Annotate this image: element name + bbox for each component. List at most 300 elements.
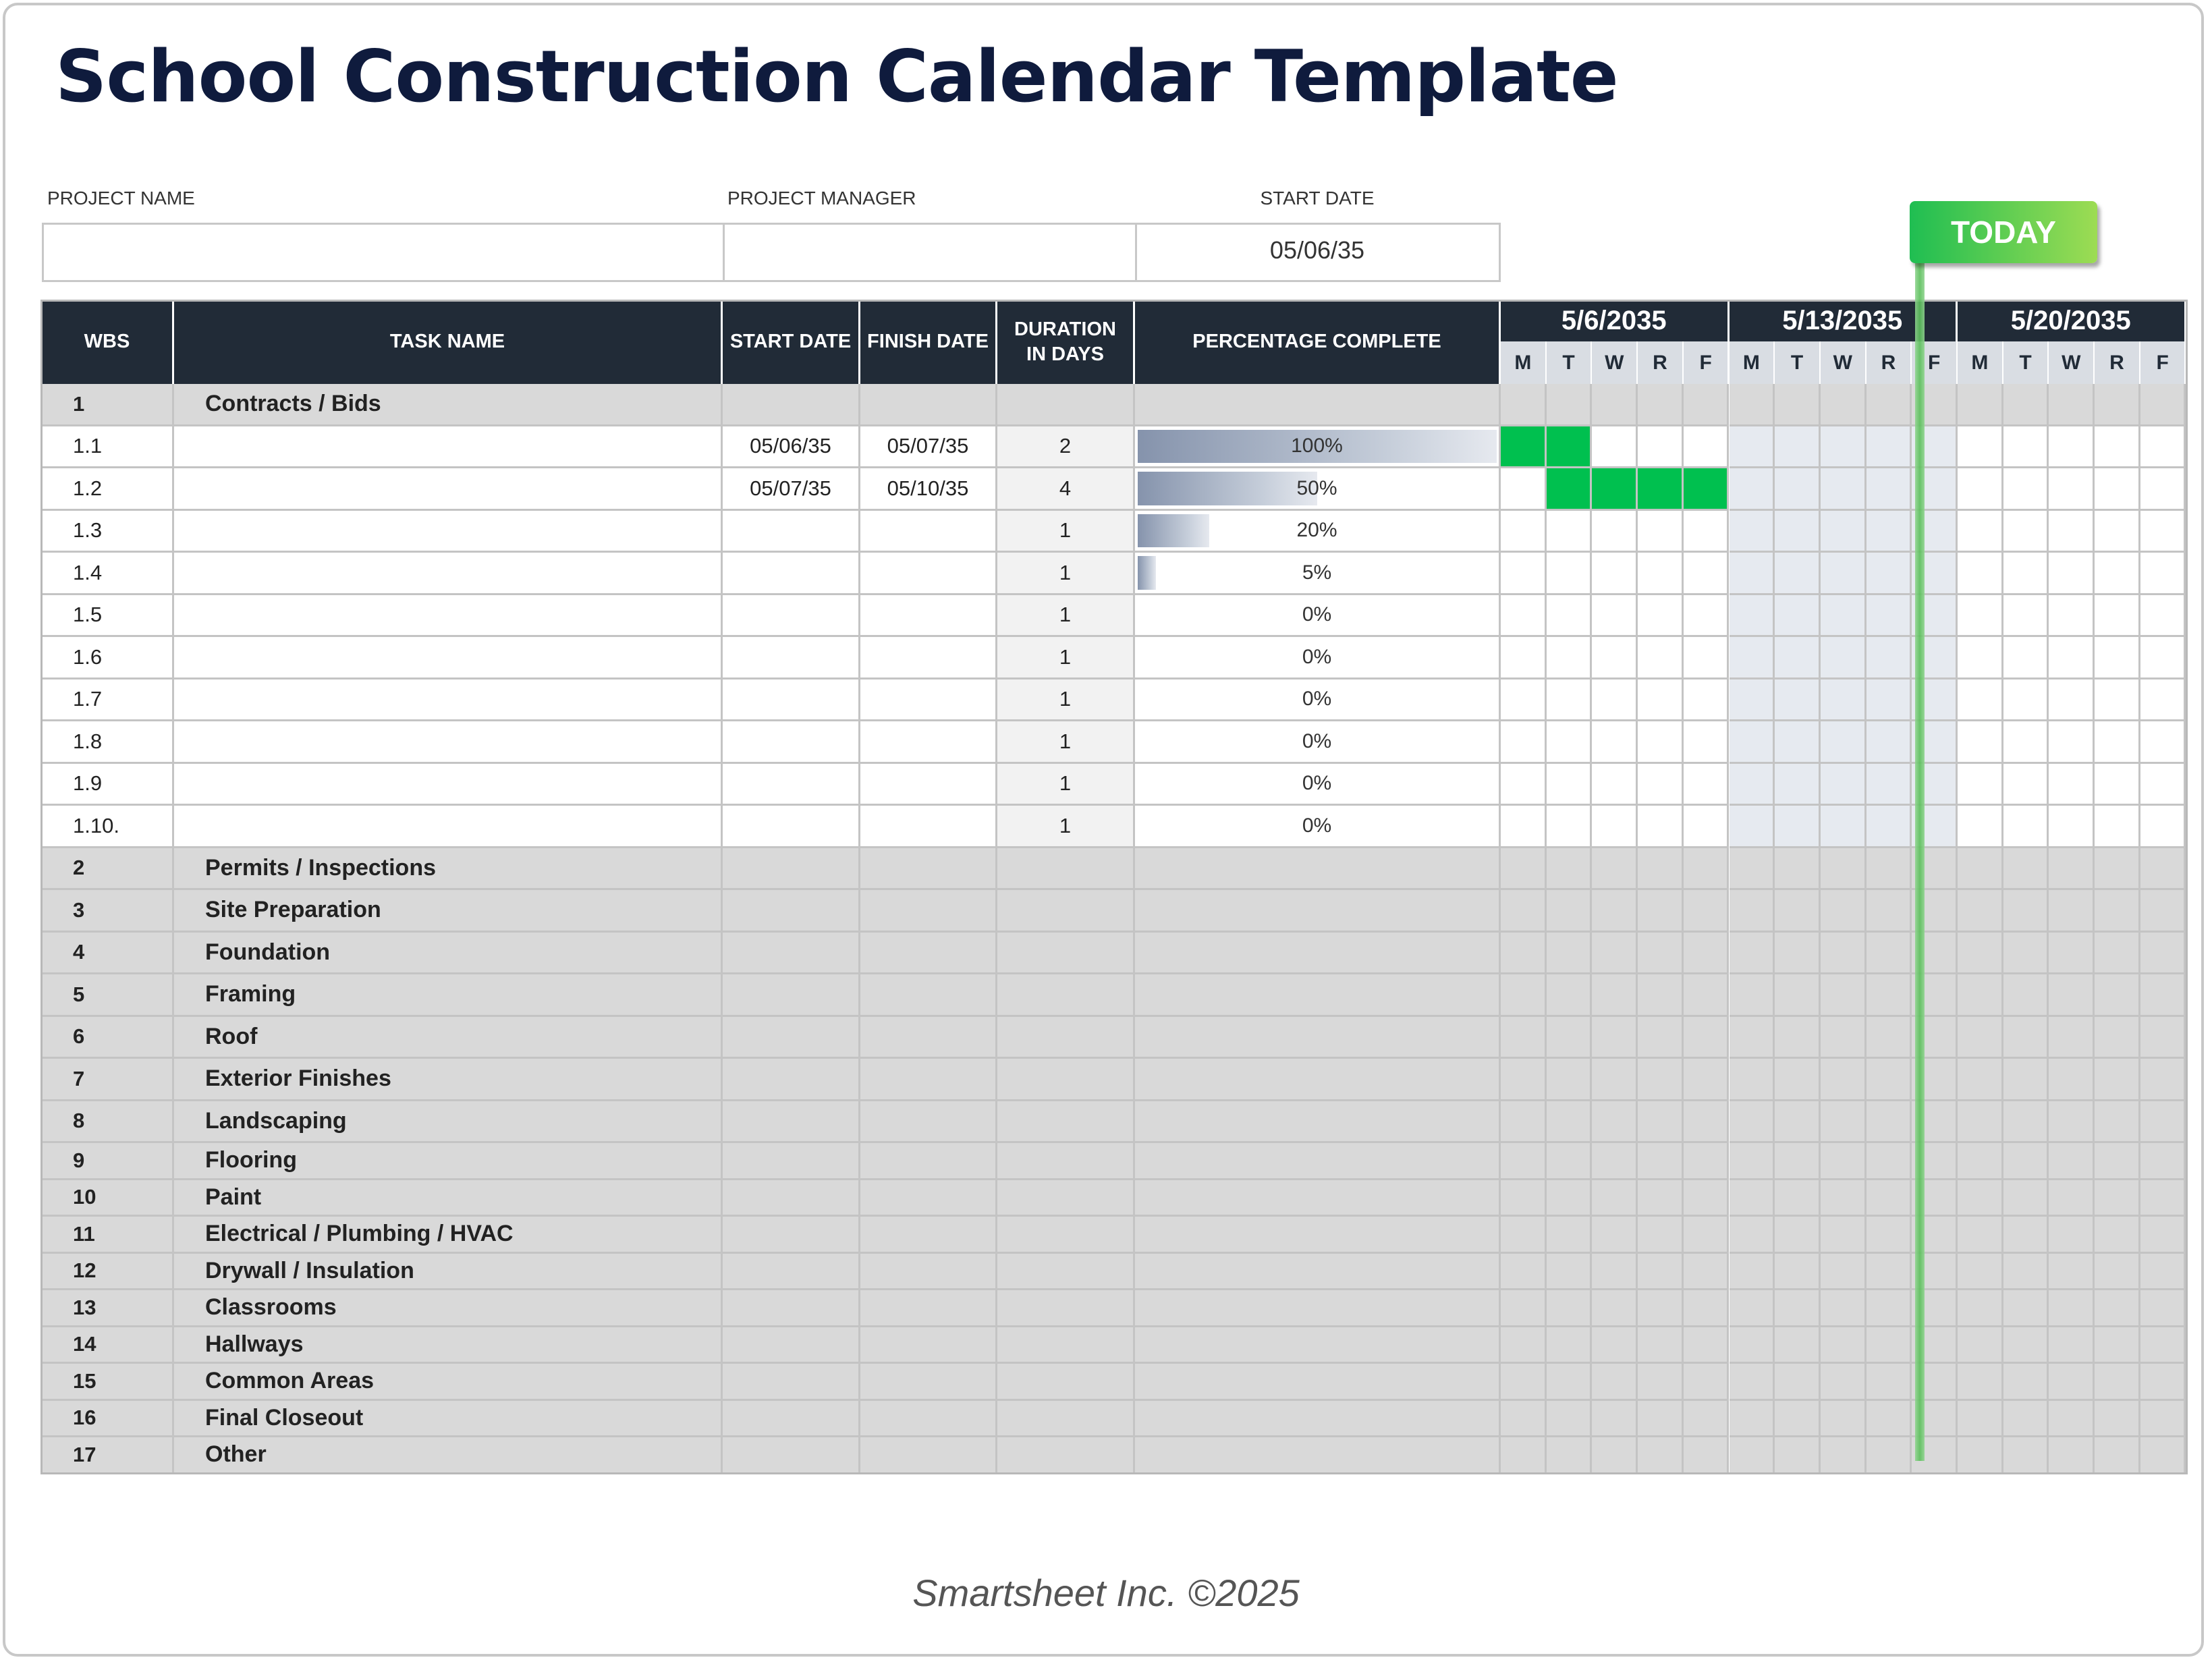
gantt-day-cell bbox=[1501, 1217, 1547, 1254]
gantt-day-cell[interactable] bbox=[1501, 511, 1547, 553]
gantt-day-cell[interactable] bbox=[2049, 637, 2095, 680]
gantt-day-cell[interactable] bbox=[1592, 637, 1638, 680]
gantt-day-cell[interactable] bbox=[2095, 553, 2140, 595]
project-name-field[interactable] bbox=[42, 223, 725, 282]
gantt-day-cell bbox=[2140, 1290, 2186, 1327]
gantt-day-cell[interactable] bbox=[2140, 764, 2186, 806]
gantt-day-cell[interactable] bbox=[2003, 595, 2049, 638]
task-name-cell: Drywall / Insulation bbox=[174, 1254, 723, 1291]
gantt-day-cell[interactable] bbox=[1730, 468, 1775, 511]
gantt-day-cell bbox=[1775, 1327, 1821, 1364]
finish-date-cell bbox=[860, 890, 997, 933]
gantt-day-cell[interactable] bbox=[1592, 426, 1638, 469]
gantt-day-cell bbox=[1547, 1143, 1593, 1180]
percent-complete-cell[interactable] bbox=[1135, 595, 1501, 638]
gantt-day-cell[interactable] bbox=[2095, 806, 2140, 848]
finish-date-cell[interactable] bbox=[860, 553, 997, 595]
gantt-day-cell bbox=[1958, 1059, 2003, 1101]
gantt-day-cell bbox=[1638, 1059, 1684, 1101]
gantt-day-cell[interactable] bbox=[1684, 680, 1730, 722]
gantt-day-cell bbox=[1958, 1101, 2003, 1144]
gantt-day-cell bbox=[1958, 1437, 2003, 1474]
finish-date-cell[interactable] bbox=[860, 806, 997, 848]
percent-complete-cell[interactable] bbox=[1135, 553, 1501, 595]
finish-date-cell[interactable] bbox=[860, 595, 997, 638]
gantt-day-cell[interactable] bbox=[1867, 468, 1912, 511]
percent-complete-cell[interactable] bbox=[1135, 721, 1501, 764]
gantt-day-cell[interactable] bbox=[1684, 553, 1730, 595]
gantt-day-cell[interactable] bbox=[1821, 553, 1867, 595]
day-header: W bbox=[1592, 341, 1638, 384]
gantt-day-cell bbox=[2095, 1364, 2140, 1401]
gantt-day-cell[interactable] bbox=[1592, 764, 1638, 806]
duration-cell[interactable]: 1 bbox=[997, 680, 1135, 722]
gantt-day-cell[interactable] bbox=[2095, 468, 2140, 511]
gantt-day-cell[interactable] bbox=[1638, 553, 1684, 595]
duration-cell[interactable]: 1 bbox=[997, 595, 1135, 638]
gantt-day-cell[interactable] bbox=[1821, 511, 1867, 553]
gantt-day-cell[interactable] bbox=[1867, 637, 1912, 680]
gantt-day-cell bbox=[1684, 933, 1730, 975]
gantt-day-cell[interactable] bbox=[1638, 680, 1684, 722]
finish-date-cell[interactable] bbox=[860, 764, 997, 806]
gantt-day-cell[interactable] bbox=[1684, 764, 1730, 806]
duration-cell bbox=[997, 1254, 1135, 1291]
gantt-day-cell bbox=[1775, 1401, 1821, 1438]
gantt-day-cell[interactable] bbox=[1547, 806, 1593, 848]
gantt-day-cell bbox=[1867, 890, 1912, 933]
gantt-day-cell[interactable] bbox=[1867, 806, 1912, 848]
gantt-day-cell[interactable] bbox=[1684, 511, 1730, 553]
gantt-day-cell[interactable] bbox=[2095, 637, 2140, 680]
task-name-cell: Roof bbox=[174, 1017, 723, 1059]
gantt-day-cell bbox=[1958, 1217, 2003, 1254]
gantt-day-cell bbox=[1775, 1217, 1821, 1254]
gantt-day-cell bbox=[1821, 384, 1867, 426]
gantt-day-cell bbox=[2049, 848, 2095, 891]
gantt-day-cell[interactable] bbox=[2095, 426, 2140, 469]
percent-complete-cell[interactable] bbox=[1135, 806, 1501, 848]
gantt-day-cell[interactable] bbox=[1958, 468, 2003, 511]
gantt-day-cell[interactable] bbox=[1775, 806, 1821, 848]
gantt-day-cell[interactable] bbox=[2140, 468, 2186, 511]
finish-date-cell[interactable] bbox=[860, 721, 997, 764]
gantt-day-cell bbox=[1821, 1290, 1867, 1327]
gantt-day-cell[interactable] bbox=[2140, 595, 2186, 638]
percent-complete-cell[interactable] bbox=[1135, 764, 1501, 806]
finish-date-cell[interactable]: 05/10/35 bbox=[860, 468, 997, 511]
gantt-day-cell bbox=[1592, 1143, 1638, 1180]
start-date-label: START DATE bbox=[1260, 188, 1375, 209]
gantt-day-cell bbox=[1684, 1401, 1730, 1438]
task-name-cell[interactable] bbox=[174, 468, 723, 511]
task-name-cell[interactable] bbox=[174, 680, 723, 722]
start-date-cell[interactable] bbox=[723, 511, 860, 553]
gantt-day-cell bbox=[2140, 1254, 2186, 1291]
gantt-day-cell[interactable] bbox=[1730, 511, 1775, 553]
gantt-day-cell[interactable] bbox=[2049, 426, 2095, 469]
percent-complete-text: 0% bbox=[1302, 603, 1332, 626]
gantt-day-cell[interactable] bbox=[1547, 595, 1593, 638]
gantt-day-cell[interactable] bbox=[1638, 721, 1684, 764]
gantt-day-cell[interactable] bbox=[1638, 468, 1684, 511]
gantt-day-cell bbox=[1592, 1180, 1638, 1217]
task-name-cell[interactable] bbox=[174, 595, 723, 638]
day-header: M bbox=[1958, 341, 2003, 384]
gantt-day-cell[interactable] bbox=[1775, 511, 1821, 553]
project-name-label: PROJECT NAME bbox=[47, 188, 195, 209]
task-name-cell[interactable] bbox=[174, 553, 723, 595]
gantt-day-cell[interactable] bbox=[1501, 637, 1547, 680]
gantt-day-cell[interactable] bbox=[1867, 680, 1912, 722]
gantt-day-cell bbox=[1958, 1254, 2003, 1291]
day-header: W bbox=[1821, 341, 1867, 384]
gantt-day-cell bbox=[2003, 1254, 2049, 1291]
gantt-day-cell[interactable] bbox=[1958, 637, 2003, 680]
gantt-day-cell[interactable] bbox=[2049, 721, 2095, 764]
gantt-day-cell bbox=[1501, 1254, 1547, 1291]
gantt-day-cell[interactable] bbox=[1592, 721, 1638, 764]
gantt-day-cell[interactable] bbox=[1775, 721, 1821, 764]
gantt-day-cell[interactable] bbox=[2003, 721, 2049, 764]
gantt-day-cell bbox=[1958, 1017, 2003, 1059]
percent-complete-cell[interactable] bbox=[1135, 680, 1501, 722]
gantt-day-cell[interactable] bbox=[2140, 426, 2186, 469]
gantt-day-cell[interactable] bbox=[1592, 595, 1638, 638]
gantt-day-cell bbox=[2049, 1401, 2095, 1438]
gantt-day-cell bbox=[1958, 1290, 2003, 1327]
finish-date-cell[interactable] bbox=[860, 680, 997, 722]
gantt-day-cell[interactable] bbox=[2095, 595, 2140, 638]
percent-complete-cell[interactable] bbox=[1135, 637, 1501, 680]
task-name-cell[interactable] bbox=[174, 426, 723, 469]
finish-date-cell bbox=[860, 1290, 997, 1327]
gantt-day-cell[interactable] bbox=[2140, 553, 2186, 595]
gantt-day-cell bbox=[1821, 1327, 1867, 1364]
gantt-day-cell[interactable] bbox=[1821, 426, 1867, 469]
gantt-day-cell bbox=[1775, 1059, 1821, 1101]
gantt-day-cell bbox=[1547, 384, 1593, 426]
task-name-cell[interactable] bbox=[174, 764, 723, 806]
week-header: 5/13/2035 bbox=[1730, 300, 1958, 341]
start-date-cell[interactable] bbox=[723, 721, 860, 764]
gantt-day-cell[interactable] bbox=[1821, 637, 1867, 680]
gantt-day-cell bbox=[1638, 1254, 1684, 1291]
gantt-day-cell[interactable] bbox=[1867, 511, 1912, 553]
gantt-day-cell[interactable] bbox=[1958, 806, 2003, 848]
start-date-cell bbox=[723, 933, 860, 975]
gantt-day-cell[interactable] bbox=[1821, 468, 1867, 511]
gantt-day-cell[interactable] bbox=[1775, 595, 1821, 638]
task-name-cell: Electrical / Plumbing / HVAC bbox=[174, 1217, 723, 1254]
gantt-day-cell bbox=[1730, 1017, 1775, 1059]
gantt-day-cell[interactable] bbox=[1775, 637, 1821, 680]
gantt-day-cell[interactable] bbox=[1547, 426, 1593, 469]
gantt-day-cell[interactable] bbox=[1547, 511, 1593, 553]
gantt-day-cell bbox=[1821, 1143, 1867, 1180]
task-name-cell: Contracts / Bids bbox=[174, 384, 723, 426]
gantt-day-cell bbox=[1501, 1017, 1547, 1059]
gantt-day-cell[interactable] bbox=[1958, 511, 2003, 553]
gantt-day-cell[interactable] bbox=[2140, 637, 2186, 680]
gantt-day-cell bbox=[1501, 1059, 1547, 1101]
gantt-day-cell[interactable] bbox=[1730, 721, 1775, 764]
finish-date-cell bbox=[860, 1180, 997, 1217]
gantt-day-cell[interactable] bbox=[2049, 511, 2095, 553]
gantt-day-cell[interactable] bbox=[1821, 806, 1867, 848]
gantt-day-cell[interactable] bbox=[2095, 764, 2140, 806]
gantt-day-cell[interactable] bbox=[1775, 764, 1821, 806]
gantt-day-cell[interactable] bbox=[1821, 595, 1867, 638]
start-date-cell[interactable]: 05/06/35 bbox=[723, 426, 860, 469]
gantt-day-cell[interactable] bbox=[2003, 468, 2049, 511]
gantt-day-cell bbox=[2140, 384, 2186, 426]
duration-cell bbox=[997, 1059, 1135, 1101]
task-name-cell: Exterior Finishes bbox=[174, 1059, 723, 1101]
gantt-day-cell bbox=[1638, 1364, 1684, 1401]
gantt-day-cell bbox=[2140, 1401, 2186, 1438]
duration-cell[interactable]: 1 bbox=[997, 721, 1135, 764]
gantt-day-cell[interactable] bbox=[1501, 680, 1547, 722]
gantt-day-cell bbox=[1638, 1290, 1684, 1327]
gantt-day-cell bbox=[1684, 1290, 1730, 1327]
gantt-day-cell[interactable] bbox=[1684, 426, 1730, 469]
gantt-day-cell[interactable] bbox=[1775, 553, 1821, 595]
day-header: R bbox=[1867, 341, 1912, 384]
gantt-day-cell[interactable] bbox=[1501, 764, 1547, 806]
finish-date-cell bbox=[860, 1364, 997, 1401]
finish-date-cell[interactable]: 05/07/35 bbox=[860, 426, 997, 469]
gantt-day-cell[interactable] bbox=[1547, 468, 1593, 511]
gantt-day-cell[interactable] bbox=[1867, 553, 1912, 595]
gantt-day-cell[interactable] bbox=[1867, 721, 1912, 764]
gantt-day-cell bbox=[1684, 1059, 1730, 1101]
gantt-day-cell bbox=[2049, 933, 2095, 975]
gantt-day-cell bbox=[2095, 848, 2140, 891]
gantt-day-cell[interactable] bbox=[2140, 721, 2186, 764]
gantt-day-cell bbox=[1775, 890, 1821, 933]
gantt-day-cell bbox=[2140, 1217, 2186, 1254]
gantt-day-cell bbox=[1775, 974, 1821, 1017]
gantt-day-cell bbox=[1775, 1290, 1821, 1327]
gantt-day-cell[interactable] bbox=[2003, 511, 2049, 553]
gantt-day-cell[interactable] bbox=[2003, 426, 2049, 469]
gantt-day-cell bbox=[2049, 1290, 2095, 1327]
gantt-day-cell[interactable] bbox=[1501, 721, 1547, 764]
finish-date-cell bbox=[860, 1101, 997, 1144]
gantt-day-cell[interactable] bbox=[1592, 553, 1638, 595]
gantt-day-cell bbox=[1501, 1437, 1547, 1474]
gantt-day-cell[interactable] bbox=[1821, 680, 1867, 722]
gantt-day-cell bbox=[1638, 1327, 1684, 1364]
gantt-day-cell[interactable] bbox=[2049, 806, 2095, 848]
gantt-day-cell[interactable] bbox=[1592, 806, 1638, 848]
gantt-day-cell bbox=[1730, 1254, 1775, 1291]
percent-complete-cell[interactable] bbox=[1135, 426, 1501, 469]
start-date-cell[interactable] bbox=[723, 595, 860, 638]
gantt-day-cell[interactable] bbox=[2095, 680, 2140, 722]
gantt-day-cell[interactable] bbox=[1821, 721, 1867, 764]
gantt-day-cell bbox=[1547, 1180, 1593, 1217]
start-date-cell[interactable] bbox=[723, 680, 860, 722]
gantt-day-cell bbox=[1730, 1437, 1775, 1474]
start-date-cell[interactable] bbox=[723, 553, 860, 595]
gantt-day-cell[interactable] bbox=[1867, 764, 1912, 806]
gantt-day-cell[interactable] bbox=[1638, 806, 1684, 848]
gantt-day-cell[interactable] bbox=[1775, 468, 1821, 511]
gantt-day-cell bbox=[1501, 384, 1547, 426]
gantt-day-cell[interactable] bbox=[1958, 680, 2003, 722]
gantt-day-cell[interactable] bbox=[1867, 595, 1912, 638]
percent-complete-cell[interactable] bbox=[1135, 468, 1501, 511]
duration-cell[interactable]: 1 bbox=[997, 553, 1135, 595]
duration-cell[interactable]: 1 bbox=[997, 511, 1135, 553]
task-name-cell[interactable] bbox=[174, 806, 723, 848]
gantt-day-cell bbox=[1547, 933, 1593, 975]
gantt-day-cell bbox=[1730, 848, 1775, 891]
duration-cell[interactable]: 1 bbox=[997, 806, 1135, 848]
start-date-cell[interactable] bbox=[723, 764, 860, 806]
gantt-day-cell[interactable] bbox=[1684, 637, 1730, 680]
percent-complete-text: 0% bbox=[1302, 814, 1332, 837]
gantt-day-cell[interactable] bbox=[2140, 511, 2186, 553]
gantt-day-cell[interactable] bbox=[1592, 511, 1638, 553]
gantt-day-cell[interactable] bbox=[1821, 764, 1867, 806]
gantt-day-cell[interactable] bbox=[1867, 426, 1912, 469]
gantt-day-cell bbox=[1501, 1327, 1547, 1364]
gantt-day-cell bbox=[2049, 1364, 2095, 1401]
duration-cell[interactable]: 1 bbox=[997, 764, 1135, 806]
gantt-day-cell bbox=[1592, 1437, 1638, 1474]
gantt-day-cell[interactable] bbox=[1730, 426, 1775, 469]
gantt-day-cell[interactable] bbox=[1730, 764, 1775, 806]
gantt-day-cell[interactable] bbox=[1501, 553, 1547, 595]
gantt-day-cell[interactable] bbox=[1547, 680, 1593, 722]
gantt-day-cell[interactable] bbox=[1730, 553, 1775, 595]
finish-date-cell bbox=[860, 1437, 997, 1474]
gantt-day-cell[interactable] bbox=[1684, 806, 1730, 848]
day-header: R bbox=[2095, 341, 2140, 384]
gantt-day-cell[interactable] bbox=[1638, 511, 1684, 553]
duration-cell[interactable]: 2 bbox=[997, 426, 1135, 469]
duration-cell[interactable]: 1 bbox=[997, 637, 1135, 680]
gantt-day-cell[interactable] bbox=[1547, 637, 1593, 680]
start-date-cell[interactable] bbox=[723, 637, 860, 680]
gantt-day-cell[interactable] bbox=[2049, 764, 2095, 806]
start-date-cell bbox=[723, 384, 860, 426]
gantt-day-cell[interactable] bbox=[1501, 595, 1547, 638]
gantt-day-cell[interactable] bbox=[2049, 680, 2095, 722]
gantt-day-cell[interactable] bbox=[1730, 595, 1775, 638]
percent-complete-cell[interactable] bbox=[1135, 511, 1501, 553]
wbs-cell: 3 bbox=[42, 890, 174, 933]
gantt-day-cell[interactable] bbox=[2003, 806, 2049, 848]
gantt-day-cell[interactable] bbox=[1775, 426, 1821, 469]
finish-date-cell[interactable] bbox=[860, 637, 997, 680]
gantt-day-cell bbox=[2003, 1217, 2049, 1254]
wbs-cell: 1.3 bbox=[42, 511, 174, 553]
gantt-day-cell[interactable] bbox=[1730, 680, 1775, 722]
start-date-cell bbox=[723, 1437, 860, 1474]
task-name-cell: Hallways bbox=[174, 1327, 723, 1364]
task-name-cell[interactable] bbox=[174, 511, 723, 553]
gantt-day-cell[interactable] bbox=[1684, 721, 1730, 764]
gantt-day-cell[interactable] bbox=[1730, 637, 1775, 680]
gantt-day-cell[interactable] bbox=[1547, 721, 1593, 764]
gantt-day-cell bbox=[1501, 1364, 1547, 1401]
gantt-day-cell[interactable] bbox=[2003, 637, 2049, 680]
column-header-finish-date: FINISH DATE bbox=[860, 300, 997, 384]
gantt-day-cell[interactable] bbox=[1684, 468, 1730, 511]
percent-complete-cell bbox=[1135, 974, 1501, 1017]
task-name-cell[interactable] bbox=[174, 637, 723, 680]
gantt-day-cell bbox=[1958, 1143, 2003, 1180]
gantt-day-cell[interactable] bbox=[2095, 511, 2140, 553]
finish-date-cell[interactable] bbox=[860, 511, 997, 553]
start-date-cell[interactable] bbox=[723, 806, 860, 848]
percent-complete-text: 5% bbox=[1302, 561, 1332, 584]
gantt-day-cell[interactable] bbox=[2140, 806, 2186, 848]
gantt-day-cell[interactable] bbox=[1958, 426, 2003, 469]
gantt-day-cell bbox=[2095, 1401, 2140, 1438]
finish-date-cell bbox=[860, 933, 997, 975]
gantt-day-cell[interactable] bbox=[1958, 595, 2003, 638]
duration-cell[interactable]: 4 bbox=[997, 468, 1135, 511]
gantt-day-cell[interactable] bbox=[2140, 680, 2186, 722]
duration-cell bbox=[997, 890, 1135, 933]
gantt-day-cell[interactable] bbox=[1638, 637, 1684, 680]
gantt-day-cell bbox=[2095, 890, 2140, 933]
gantt-day-cell bbox=[1730, 1180, 1775, 1217]
gantt-day-cell[interactable] bbox=[1501, 806, 1547, 848]
gantt-day-cell bbox=[1730, 1401, 1775, 1438]
gantt-day-cell[interactable] bbox=[1547, 553, 1593, 595]
gantt-day-cell[interactable] bbox=[1592, 680, 1638, 722]
gantt-day-cell[interactable] bbox=[1684, 595, 1730, 638]
gantt-day-cell[interactable] bbox=[1501, 468, 1547, 511]
gantt-day-cell[interactable] bbox=[1638, 595, 1684, 638]
gantt-day-cell bbox=[1501, 1180, 1547, 1217]
gantt-day-cell[interactable] bbox=[1730, 806, 1775, 848]
percent-complete-text: 0% bbox=[1302, 729, 1332, 752]
gantt-day-cell[interactable] bbox=[1592, 468, 1638, 511]
gantt-day-cell[interactable] bbox=[1638, 426, 1684, 469]
gantt-day-cell[interactable] bbox=[2049, 553, 2095, 595]
gantt-day-cell[interactable] bbox=[2049, 468, 2095, 511]
gantt-day-cell[interactable] bbox=[1501, 426, 1547, 469]
gantt-day-cell bbox=[2003, 1180, 2049, 1217]
gantt-day-cell bbox=[2049, 1017, 2095, 1059]
task-name-cell: Foundation bbox=[174, 933, 723, 975]
project-manager-field[interactable] bbox=[723, 223, 1138, 282]
gantt-day-cell[interactable] bbox=[1638, 764, 1684, 806]
gantt-day-cell bbox=[1730, 384, 1775, 426]
wbs-cell: 1.6 bbox=[42, 637, 174, 680]
gantt-day-cell[interactable] bbox=[2003, 764, 2049, 806]
gantt-day-cell[interactable] bbox=[1958, 553, 2003, 595]
gantt-day-cell[interactable] bbox=[1775, 680, 1821, 722]
task-name-cell: Other bbox=[174, 1437, 723, 1474]
gantt-day-cell[interactable] bbox=[2003, 553, 2049, 595]
start-date-cell[interactable]: 05/07/35 bbox=[723, 468, 860, 511]
gantt-day-cell[interactable] bbox=[2095, 721, 2140, 764]
gantt-day-cell[interactable] bbox=[2003, 680, 2049, 722]
task-name-cell[interactable] bbox=[174, 721, 723, 764]
gantt-day-cell[interactable] bbox=[1958, 721, 2003, 764]
gantt-day-cell[interactable] bbox=[1958, 764, 2003, 806]
gantt-day-cell[interactable] bbox=[1547, 764, 1593, 806]
gantt-day-cell[interactable] bbox=[2049, 595, 2095, 638]
